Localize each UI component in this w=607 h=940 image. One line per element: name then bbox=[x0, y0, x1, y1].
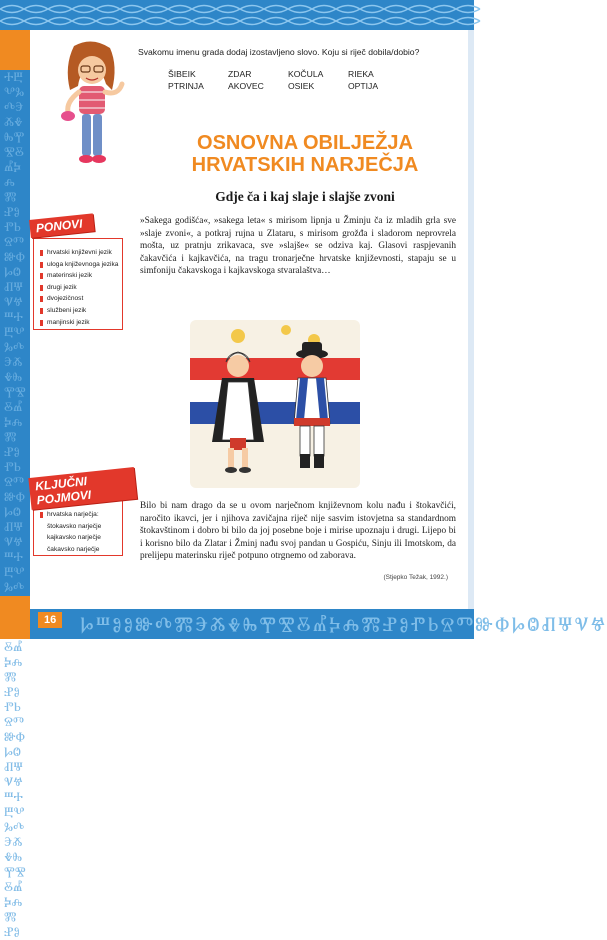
orange-bottom-tab bbox=[0, 596, 30, 639]
chapter-title bbox=[155, 132, 455, 176]
top-decorative-band bbox=[0, 0, 474, 30]
key-term-subitem: štokavsko narječje bbox=[47, 522, 102, 530]
city-word: OPTIJA bbox=[348, 81, 379, 91]
closing-paragraph: Bilo bi nam drago da se u ovom narječnom književnom kolu nađu i štokavčići, naročito ikavci, jer i njihova zavičajna riječ nije sasvim istovjetna sa standardnom štokavštinom i dobro bi bilo da joj posebne boje i mirise upoznaju i drugi. Lijepo bi i korisno bilo da Zlatar i Žminj nađu svoj pandan u Gospiću, Sinju ili Imotskom, da prelijepu materinsku riječ potpuno otrgnemo od zaborava. bbox=[140, 501, 456, 562]
bottom-decorative-band: ⰘⰞⰑⰑⰖⰄⰏⰅⰆⰇⰈⰉⰊⰋⰌⰍⰎⰏⰐⰑⰒⰓⰔⰕⰖⰗⰘⰙⰚⰛⰜⰝ bbox=[0, 609, 474, 639]
exercise-instruction: Svakomu imenu grada dodaj izostavljeno slovo. Koju si riječ dobila/dobio? bbox=[138, 47, 420, 57]
city-word: RIEKA bbox=[348, 69, 374, 79]
review-item: dvojezičnost bbox=[40, 293, 118, 305]
right-page-shade bbox=[468, 30, 474, 609]
key-term-item: hrvatska narječja: bbox=[40, 509, 118, 521]
review-banner: PONOVI bbox=[29, 213, 95, 238]
left-decorative-strip: ⰀⰁⰂⰃⰄⰅⰆⰇⰈⰉⰊⰋⰌⰍⰎⰏⰐⰑⰒⰓⰔⰕⰖⰗⰘⰙⰚⰛⰜⰝⰞⰀⰁⰂⰃⰄⰅⰆⰇⰈⰉⰊⰋⰌⰍⰎⰏⰐⰑⰒⰓⰔⰕⰖⰗⰘⰙⰚⰛⰜⰝⰞⰀⰁⰂⰃⰄ ⰋⰌⰍⰎⰏⰐⰑⰒⰓⰔⰕⰖⰗⰘⰙⰚⰛⰜⰝⰞⰀⰁⰂⰃⰄⰅⰆⰇⰈⰉⰊⰋⰌⰍⰎⰏⰐⰑ bbox=[0, 30, 30, 609]
page-number: 16 bbox=[38, 612, 62, 628]
review-item: materinski jezik bbox=[40, 270, 118, 282]
citation: (Stjepko Težak, 1992.) bbox=[383, 574, 448, 581]
review-item: drugi jezik bbox=[40, 282, 118, 294]
review-item: manjinski jezik bbox=[40, 317, 118, 329]
review-item: hrvatski književni jezik bbox=[40, 247, 118, 259]
city-word: AKOVEC bbox=[228, 81, 264, 91]
city-word: OSIEK bbox=[288, 81, 315, 91]
chapter-title-line1: OSNOVNA OBILJEŽJA bbox=[197, 132, 413, 154]
city-word: ZDAR bbox=[228, 69, 252, 79]
chapter-title-line2: HRVATSKIH NARJEČJA bbox=[191, 154, 419, 176]
orange-corner-tab bbox=[0, 30, 30, 70]
section-subtitle: Gdje ča i kaj slaje i slajše zvoni bbox=[215, 189, 395, 204]
review-item: službeni jezik bbox=[40, 305, 118, 317]
intro-paragraph: »Sakega godišća«, »sakega leta« s mirisom lipnja u Žminju ča iz mladih grla sve »slaje zvoni«, a potkraj rujna u Zlataru, s mirisom grožđa i sladorom neprovrela mošta, uz pratnju zrikavaca, sve »slajše« se odziva kaj. Glasovi raspjevanih čakavčića i kajkavčića, na tragu tronarječne hrvatske književnosti, stapaju se u simfoniju čakavskoga i kajkavskoga stvaralaštva… bbox=[140, 216, 456, 277]
key-term-subitem: čakavsko narječje bbox=[47, 545, 100, 553]
city-word: KOČULA bbox=[288, 69, 324, 79]
girl-illustration bbox=[52, 40, 136, 168]
review-item: uloga književnoga jezika bbox=[40, 259, 118, 271]
folk-couple-illustration bbox=[190, 320, 360, 488]
city-word: ŠIBEIK bbox=[168, 69, 196, 79]
key-term-subitem: kajkavsko narječje bbox=[47, 534, 101, 542]
key-terms-box bbox=[33, 500, 123, 556]
review-box bbox=[33, 238, 123, 330]
city-word: PTRINJA bbox=[168, 81, 204, 91]
city-word-grid bbox=[168, 69, 408, 91]
key-terms-banner: KLJUČNI POJMOVI bbox=[28, 467, 137, 510]
